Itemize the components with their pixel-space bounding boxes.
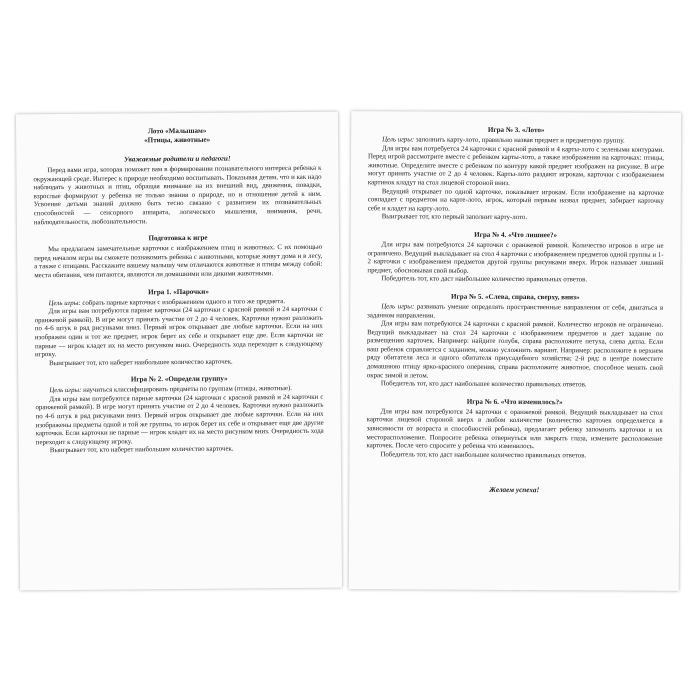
- game1-goal-text: собрать парные карточки с изображением одного и того же предмета.: [80, 297, 286, 307]
- game3-title: Игра № 3. «Лото»: [487, 125, 545, 135]
- game2-rules: Для игры вам потребуются парные карточки (24 карточки с красной рамкой и 24 карточки с оранжевой рамкой). В игре могут принять участие от 2 до 4 человек. Карточки нужно разложить по 4-6 штук в ряд рисунками вниз. Первый игрок открывает две любые карточки. Если на них изображены предметы одной и той же группы, то игрок берет их себе и открывает еще две другие карточки. Если карточки не парные — игрок кладет их на место рисунком вниз. Очередность хода переходит к следующему игроку.: [35, 393, 324, 447]
- game3-goal-text: заполнить карту-лото, правильно назвав предмет и предметную группу.: [414, 136, 625, 145]
- greeting: Уважаемые родители и педагоги!: [123, 154, 231, 164]
- game1-rules: Для игры вам потребуются парные карточки (24 карточки с красной рамкой и 24 карточки с оранжевой рамкой). В игре могут принять участие от 2 до 4 человек. Карточки нужно разложить по 4-6 штук в ряд рисунками вниз. Первый игрок открывает две любые карточки. Если на них изображен один и тот же предмет, игрок берет их себе и открывает еще две. Если карточки не парные — игрок кладет их на место рисунком вниз. Очередность хода переходит к следующему игроку.: [34, 305, 323, 359]
- game1-goal-label: Цель игры:: [48, 299, 81, 307]
- game4-title: Игра № 4. «Что лишнее?»: [474, 230, 558, 240]
- game5-rules: Для игры вам потребуются 24 карточки с красной рамкой. Количество игроков не ограничено. Ведущий выкладывает на стол 24 карточки с изображением предметов и дает задание по размещению карточек. Например: найдите голубя, справа расположите петуха, слева дятла. Если ваш ребенок справляется с заданием, можно усложнить вариант. Например: расположите в верхнем ряду обитателя леса и одного обитателя приусадебного хозяйства; 2-й ряд: в центре поместите домашнюю птицу ярко-красного оперения, справа расположите животное, способное менять свой окрас зимой и летом.: [366, 320, 664, 380]
- game5-title: Игра № 5. «Слева, справа, сверху, вниз»: [450, 292, 580, 302]
- game2-title: Игра № 2. «Определи группу»: [130, 374, 228, 384]
- game5-win: Победитель тот, кто даст наибольшее количество правильных ответов.: [380, 380, 587, 389]
- game5-goal-text: развивать умение определять пространственные направления от себя, двигаться в заданном направлении.: [367, 303, 664, 320]
- right-page: [349, 111, 681, 591]
- game2-goal-text: научиться классифицировать предметы по группам (птицы, животные).: [81, 385, 293, 395]
- game5-goal: [367, 303, 663, 322]
- game3-rules: Для игры вам потребуется 24 карточки с красной рамкой и 4 карты-лото с зелеными контурами. Перед игрой рассмотрите вместе с ребенком карты-лото, а также изображения на карточках: птицы, животные. Определите вместе с ребенком по контуру какой предмет изображен на рисунке. В игре могут принять участие от 2 до 4 человек. Карты-лото раздают игрокам, карточки с изображением картинок кладут на стол лицевой стороной вниз.: [367, 144, 665, 187]
- lotto-subtitle: «Птицы, животные»: [144, 135, 211, 145]
- game6-title: Игра № 6. «Что изменилось?»: [466, 397, 563, 407]
- game4-rules: Для игры вам потребуются 24 карточки с оранжевой рамкой. Количество игроков в игре не ограничено. Ведущий выкладывает на стол 4 карточки с изображением предметов одной группы и 1-2 карточки с изображением предметов другой группы рисунками вверх. Игрок называет лишний предмет, обосновывая свой выбор.: [367, 241, 664, 275]
- intro-paragraph: Перед вами игра, которая поможет вам в формировании познавательного интереса ребенка к окружающей среде. Интерес к природе необходимо воспитывать. Показывая детям, что и как надо наблюдать у животных и птиц, обращая внимание на их внешний вид, движения, повадки, взрослые формируют у ребенка не только знания о природе, но и отношение детей к ним. Усвоение детьми знаний должно быть тесно связано с развитием их познавательных способностей — сенсорного аппарата, логического мышления, внимания, речи, наблюдательности, любознательности.: [33, 164, 322, 226]
- preparation-paragraph: Мы предлагаем замечательные карточки с изображением птиц и животных. С их помощью перед началом игры вы сможете познакомить ребенка с животными, которые живут дома и в лесу, а также с птицами. Расскажите вашему малышу чем отличаются животные и птицы между собой: места обитания, чем питаются, являются ли домашними или дикими животными.: [34, 243, 323, 280]
- game3-rules-2: Ведущий открывает по одной карточке, показывает игрокам. Если изображение на карточке совпадает с предметом на карте-лото, игрок, который первым назвал предмет, забирает карточку себе и кладет на карту-лото.: [367, 187, 664, 213]
- closing-wish: Желаем успеха!: [489, 486, 540, 495]
- preparation-title: Подготовка к игре: [148, 233, 208, 243]
- game2-win: Выигрывает тот, кто наберет наибольшее количество карточек.: [49, 445, 234, 455]
- game3-win: Выигрывает тот, кто первый заполнит карту-лото.: [381, 213, 528, 222]
- game5-goal-label: Цель игры:: [381, 303, 415, 311]
- left-page: [16, 112, 342, 591]
- game1-win: Выигрывает тот, кто наберет наибольшее количество карточек.: [49, 358, 233, 367]
- game4-win: Победитель тот, кто даст наибольшее количество правильных ответов.: [381, 275, 588, 284]
- game6-rules: Для игры вам потребуются 24 карточки с оранжевой рамкой. Ведущий выкладывает на стол карточки лицевой стороной вверх в любом количестве (количество карточек определяется в зависимости от возраста и способностей ребенка), предлагает ребенку запомнить карточки и их месторасположение. Попросите ребенка отвернуться или закрыть глаза, измените расположение карточек. После чего спросите у ребенка что изменилось.: [366, 408, 663, 451]
- lotto-title: Лото «Малышам»: [147, 126, 207, 136]
- game1-title: Игра 1. «Парочки»: [148, 287, 209, 296]
- game6-win: Победитель тот, кто даст наибольшее количество правильных ответов.: [380, 451, 587, 460]
- game2-goal-label: Цель игры:: [49, 387, 82, 395]
- game3-goal-label: Цель игры:: [382, 136, 415, 144]
